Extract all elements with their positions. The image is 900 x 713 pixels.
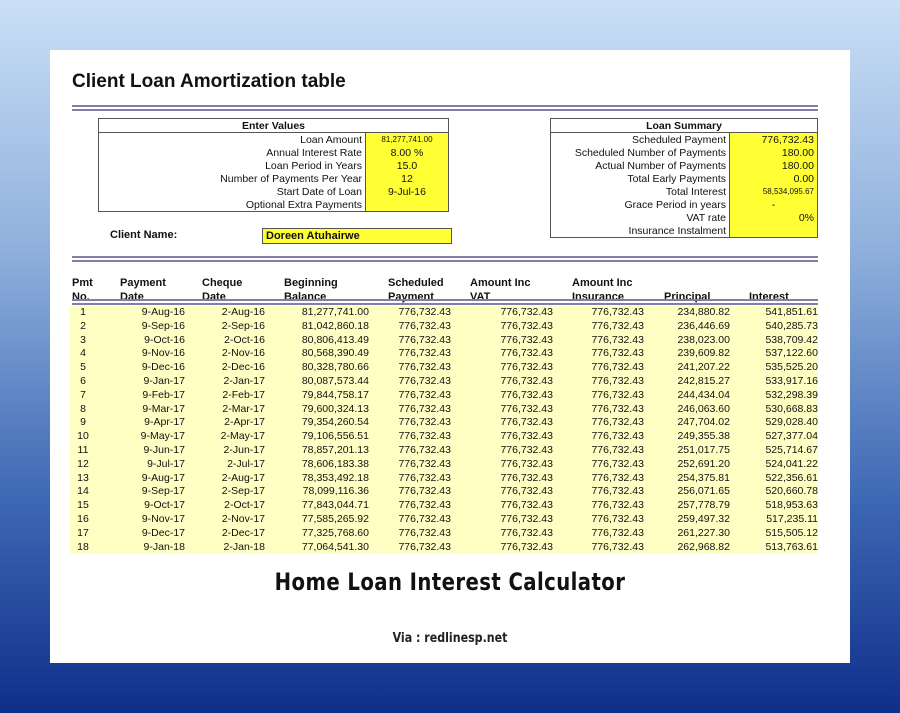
cell-cheque-date: 2-Jul-17 [185,458,265,472]
cell-amount-inc-vat: 776,732.43 [451,472,553,486]
cell-principal: 241,207.22 [644,361,730,375]
enter-label-loan-amount: Loan Amount [99,133,366,147]
cell-interest: 524,041.22 [730,458,818,472]
cell-scheduled-payment: 776,732.43 [369,416,451,430]
table-row [70,320,818,334]
cell-amount-inc-insurance: 776,732.43 [553,458,644,472]
cell-payment-date: 9-Nov-16 [96,347,185,361]
col-header-payment-date: Payment Date [120,277,166,303]
cell-pmt-no: 5 [70,361,96,375]
summary-total-interest: 58,534,095.67 [730,185,818,198]
cell-scheduled-payment: 776,732.43 [369,513,451,527]
loan-summary-table [550,118,818,238]
cell-principal: 244,434.04 [644,389,730,403]
cell-principal: 256,071.65 [644,485,730,499]
cell-payment-date: 9-Jan-18 [96,541,185,555]
table-row [70,361,818,375]
cell-pmt-no: 16 [70,513,96,527]
cell-interest: 533,917.16 [730,375,818,389]
cell-pmt-no: 3 [70,334,96,348]
cell-amount-inc-vat: 776,732.43 [451,389,553,403]
summary-label-early-payments: Total Early Payments [551,172,730,185]
cell-beginning-balance: 80,568,390.49 [265,347,369,361]
cell-beginning-balance: 79,844,758.17 [265,389,369,403]
cell-payment-date: 9-Jul-17 [96,458,185,472]
enter-label-loan-period: Loan Period in Years [99,159,366,172]
interest-rate-input[interactable]: 8.00 % [366,146,449,159]
cell-scheduled-payment: 776,732.43 [369,389,451,403]
cell-scheduled-payment: 776,732.43 [369,403,451,417]
cell-scheduled-payment: 776,732.43 [369,347,451,361]
cell-principal: 249,355.38 [644,430,730,444]
cell-amount-inc-vat: 776,732.43 [451,513,553,527]
cell-amount-inc-vat: 776,732.43 [451,306,553,320]
table-row [70,472,818,486]
cell-scheduled-payment: 776,732.43 [369,472,451,486]
cell-beginning-balance: 80,087,573.44 [265,375,369,389]
cell-beginning-balance: 78,353,492.18 [265,472,369,486]
cell-interest: 525,714.67 [730,444,818,458]
enter-values-table [98,118,449,212]
summary-scheduled-count: 180.00 [730,146,818,159]
cell-interest: 517,235.11 [730,513,818,527]
cell-beginning-balance: 78,606,183.38 [265,458,369,472]
cell-beginning-balance: 80,328,780.66 [265,361,369,375]
cell-payment-date: 9-Feb-17 [96,389,185,403]
cell-scheduled-payment: 776,732.43 [369,375,451,389]
cell-principal: 239,609.82 [644,347,730,361]
cell-scheduled-payment: 776,732.43 [369,485,451,499]
cell-payment-date: 9-May-17 [96,430,185,444]
col-header-principal: Principal [664,291,711,303]
enter-label-extra-payments: Optional Extra Payments [99,198,366,212]
cell-scheduled-payment: 776,732.43 [369,430,451,444]
payments-per-year-input[interactable]: 12 [366,172,449,185]
cell-pmt-no: 18 [70,541,96,555]
cell-pmt-no: 2 [70,320,96,334]
cell-scheduled-payment: 776,732.43 [369,499,451,513]
cell-interest: 513,763.61 [730,541,818,555]
client-name-label: Client Name: [110,229,178,241]
cell-payment-date: 9-Dec-17 [96,527,185,541]
cell-amount-inc-insurance: 776,732.43 [553,472,644,486]
cell-pmt-no: 14 [70,485,96,499]
cell-principal: 259,497.32 [644,513,730,527]
table-top-divider [72,299,818,305]
cell-amount-inc-insurance: 776,732.43 [553,416,644,430]
cell-amount-inc-insurance: 776,732.43 [553,347,644,361]
cell-scheduled-payment: 776,732.43 [369,320,451,334]
cell-cheque-date: 2-Oct-16 [185,334,265,348]
cell-pmt-no: 12 [70,458,96,472]
summary-label-actual-count: Actual Number of Payments [551,159,730,172]
cell-payment-date: 9-Jun-17 [96,444,185,458]
table-row [70,403,818,417]
cell-beginning-balance: 77,064,541.30 [265,541,369,555]
cell-principal: 234,880.82 [644,306,730,320]
col-header-beginning-balance: Beginning Balance [284,277,338,303]
start-date-input[interactable]: 9-Jul-16 [366,185,449,198]
cell-amount-inc-insurance: 776,732.43 [553,513,644,527]
cell-beginning-balance: 77,325,768.60 [265,527,369,541]
cell-amount-inc-vat: 776,732.43 [451,527,553,541]
cell-payment-date: 9-Dec-16 [96,361,185,375]
cell-cheque-date: 2-Jan-17 [185,375,265,389]
cell-beginning-balance: 81,277,741.00 [265,306,369,320]
cell-pmt-no: 8 [70,403,96,417]
cell-cheque-date: 2-Nov-16 [185,347,265,361]
cell-interest: 537,122.60 [730,347,818,361]
table-row [70,541,818,555]
col-header-interest: Interest [749,291,789,303]
col-header-scheduled-payment: Scheduled Payment [388,277,444,303]
cell-interest: 535,525.20 [730,361,818,375]
cell-interest: 541,851.61 [730,306,818,320]
cell-amount-inc-vat: 776,732.43 [451,320,553,334]
cell-pmt-no: 17 [70,527,96,541]
cell-amount-inc-insurance: 776,732.43 [553,306,644,320]
cell-interest: 518,953.63 [730,499,818,513]
cell-scheduled-payment: 776,732.43 [369,306,451,320]
table-row [70,499,818,513]
cell-beginning-balance: 78,099,116.36 [265,485,369,499]
table-row [70,334,818,348]
enter-values-header: Enter Values [99,119,449,133]
summary-grace-period[interactable]: - [730,198,818,211]
table-row [70,444,818,458]
cell-scheduled-payment: 776,732.43 [369,458,451,472]
summary-label-grace-period: Grace Period in years [551,198,730,211]
table-row [70,306,818,320]
summary-label-total-interest: Total Interest [551,185,730,198]
summary-early-payments: 0.00 [730,172,818,185]
cell-cheque-date: 2-Dec-16 [185,361,265,375]
cell-amount-inc-vat: 776,732.43 [451,375,553,389]
cell-beginning-balance: 79,600,324.13 [265,403,369,417]
cell-cheque-date: 2-Oct-17 [185,499,265,513]
cell-payment-date: 9-Aug-16 [96,306,185,320]
cell-cheque-date: 2-Aug-16 [185,306,265,320]
cell-amount-inc-insurance: 776,732.43 [553,403,644,417]
cell-payment-date: 9-Sep-16 [96,320,185,334]
cell-amount-inc-vat: 776,732.43 [451,347,553,361]
cell-amount-inc-insurance: 776,732.43 [553,375,644,389]
cell-interest: 540,285.73 [730,320,818,334]
summary-insurance[interactable] [730,224,818,238]
cell-amount-inc-vat: 776,732.43 [451,485,553,499]
summary-actual-count: 180.00 [730,159,818,172]
cell-cheque-date: 2-Sep-16 [185,320,265,334]
cell-beginning-balance: 81,042,860.18 [265,320,369,334]
cell-amount-inc-insurance: 776,732.43 [553,485,644,499]
cell-cheque-date: 2-Aug-17 [185,472,265,486]
cell-scheduled-payment: 776,732.43 [369,541,451,555]
cell-principal: 238,023.00 [644,334,730,348]
cell-amount-inc-vat: 776,732.43 [451,334,553,348]
enter-label-interest-rate: Annual Interest Rate [99,146,366,159]
cell-principal: 254,375.81 [644,472,730,486]
cell-cheque-date: 2-May-17 [185,430,265,444]
cell-scheduled-payment: 776,732.43 [369,444,451,458]
col-header-pmt: Pmt No. [72,277,93,303]
table-row [70,458,818,472]
cell-amount-inc-insurance: 776,732.43 [553,320,644,334]
cell-amount-inc-vat: 776,732.43 [451,541,553,555]
cell-beginning-balance: 80,806,413.49 [265,334,369,348]
enter-label-payments-per-year: Number of Payments Per Year [99,172,366,185]
cell-pmt-no: 13 [70,472,96,486]
cell-pmt-no: 11 [70,444,96,458]
cell-payment-date: 9-Mar-17 [96,403,185,417]
cell-pmt-no: 1 [70,306,96,320]
col-header-amount-insurance: Amount Inc Insurance [572,277,633,303]
cell-principal: 252,691.20 [644,458,730,472]
cell-interest: 520,660.78 [730,485,818,499]
cell-amount-inc-vat: 776,732.43 [451,416,553,430]
footer-source: Via : redlinesp.net [392,631,508,646]
cell-pmt-no: 15 [70,499,96,513]
cell-pmt-no: 10 [70,430,96,444]
cell-cheque-date: 2-Dec-17 [185,527,265,541]
cell-amount-inc-vat: 776,732.43 [451,458,553,472]
title-divider [72,105,818,111]
cell-scheduled-payment: 776,732.43 [369,361,451,375]
cell-cheque-date: 2-Sep-17 [185,485,265,499]
table-row [70,389,818,403]
header-divider [72,256,818,262]
cell-amount-inc-vat: 776,732.43 [451,444,553,458]
summary-label-insurance: Insurance Instalment [551,224,730,238]
cell-cheque-date: 2-Feb-17 [185,389,265,403]
table-row [70,347,818,361]
enter-label-start-date: Start Date of Loan [99,185,366,198]
cell-amount-inc-insurance: 776,732.43 [553,541,644,555]
cell-interest: 530,668.83 [730,403,818,417]
cell-amount-inc-insurance: 776,732.43 [553,527,644,541]
cell-amount-inc-insurance: 776,732.43 [553,389,644,403]
cell-amount-inc-vat: 776,732.43 [451,403,553,417]
cell-cheque-date: 2-Jun-17 [185,444,265,458]
extra-payments-input[interactable] [366,198,449,212]
cell-amount-inc-insurance: 776,732.43 [553,334,644,348]
cell-beginning-balance: 78,857,201.13 [265,444,369,458]
cell-payment-date: 9-Apr-17 [96,416,185,430]
cell-scheduled-payment: 776,732.43 [369,527,451,541]
table-row [70,513,818,527]
summary-scheduled-payment: 776,732.43 [730,133,818,147]
cell-amount-inc-vat: 776,732.43 [451,361,553,375]
summary-label-vat-rate: VAT rate [551,211,730,224]
cell-interest: 522,356.61 [730,472,818,486]
table-row [70,527,818,541]
summary-label-scheduled-payment: Scheduled Payment [551,133,730,147]
cell-cheque-date: 2-Mar-17 [185,403,265,417]
cell-interest: 527,377.04 [730,430,818,444]
cell-principal: 246,063.60 [644,403,730,417]
cell-cheque-date: 2-Jan-18 [185,541,265,555]
cell-interest: 532,298.39 [730,389,818,403]
summary-vat-rate[interactable]: 0% [730,211,818,224]
cell-principal: 262,968.82 [644,541,730,555]
cell-payment-date: 9-Jan-17 [96,375,185,389]
col-header-cheque-date: Cheque Date [202,277,243,303]
cell-principal: 257,778.79 [644,499,730,513]
loan-summary-header: Loan Summary [551,119,818,133]
amortization-table [70,306,818,554]
cell-amount-inc-insurance: 776,732.43 [553,361,644,375]
cell-amount-inc-insurance: 776,732.43 [553,444,644,458]
client-name-input[interactable]: Doreen Atuhairwe [262,228,452,244]
cell-amount-inc-vat: 776,732.43 [451,430,553,444]
cell-interest: 515,505.12 [730,527,818,541]
cell-principal: 261,227.30 [644,527,730,541]
cell-interest: 529,028.40 [730,416,818,430]
table-row [70,485,818,499]
cell-amount-inc-insurance: 776,732.43 [553,499,644,513]
cell-payment-date: 9-Nov-17 [96,513,185,527]
footer-title: Home Loan Interest Calculator [274,568,626,596]
cell-amount-inc-insurance: 776,732.43 [553,430,644,444]
table-row [70,416,818,430]
cell-principal: 242,815.27 [644,375,730,389]
cell-cheque-date: 2-Nov-17 [185,513,265,527]
cell-beginning-balance: 77,843,044.71 [265,499,369,513]
cell-payment-date: 9-Aug-17 [96,472,185,486]
loan-amount-input[interactable]: 81,277,741.00 [366,133,449,147]
cell-beginning-balance: 79,106,556.51 [265,430,369,444]
col-header-amount-vat: Amount Inc VAT [470,277,531,303]
cell-principal: 236,446.69 [644,320,730,334]
sheet-title: Client Loan Amortization table [72,71,346,92]
cell-cheque-date: 2-Apr-17 [185,416,265,430]
cell-payment-date: 9-Oct-17 [96,499,185,513]
cell-pmt-no: 9 [70,416,96,430]
amortization-sheet-card [50,50,850,663]
cell-pmt-no: 4 [70,347,96,361]
cell-beginning-balance: 77,585,265.92 [265,513,369,527]
cell-payment-date: 9-Oct-16 [96,334,185,348]
loan-period-input[interactable]: 15.0 [366,159,449,172]
cell-scheduled-payment: 776,732.43 [369,334,451,348]
cell-interest: 538,709.42 [730,334,818,348]
cell-principal: 251,017.75 [644,444,730,458]
table-row [70,430,818,444]
summary-label-scheduled-count: Scheduled Number of Payments [551,146,730,159]
cell-amount-inc-vat: 776,732.43 [451,499,553,513]
cell-beginning-balance: 79,354,260.54 [265,416,369,430]
table-row [70,375,818,389]
cell-pmt-no: 6 [70,375,96,389]
cell-principal: 247,704.02 [644,416,730,430]
cell-payment-date: 9-Sep-17 [96,485,185,499]
cell-pmt-no: 7 [70,389,96,403]
